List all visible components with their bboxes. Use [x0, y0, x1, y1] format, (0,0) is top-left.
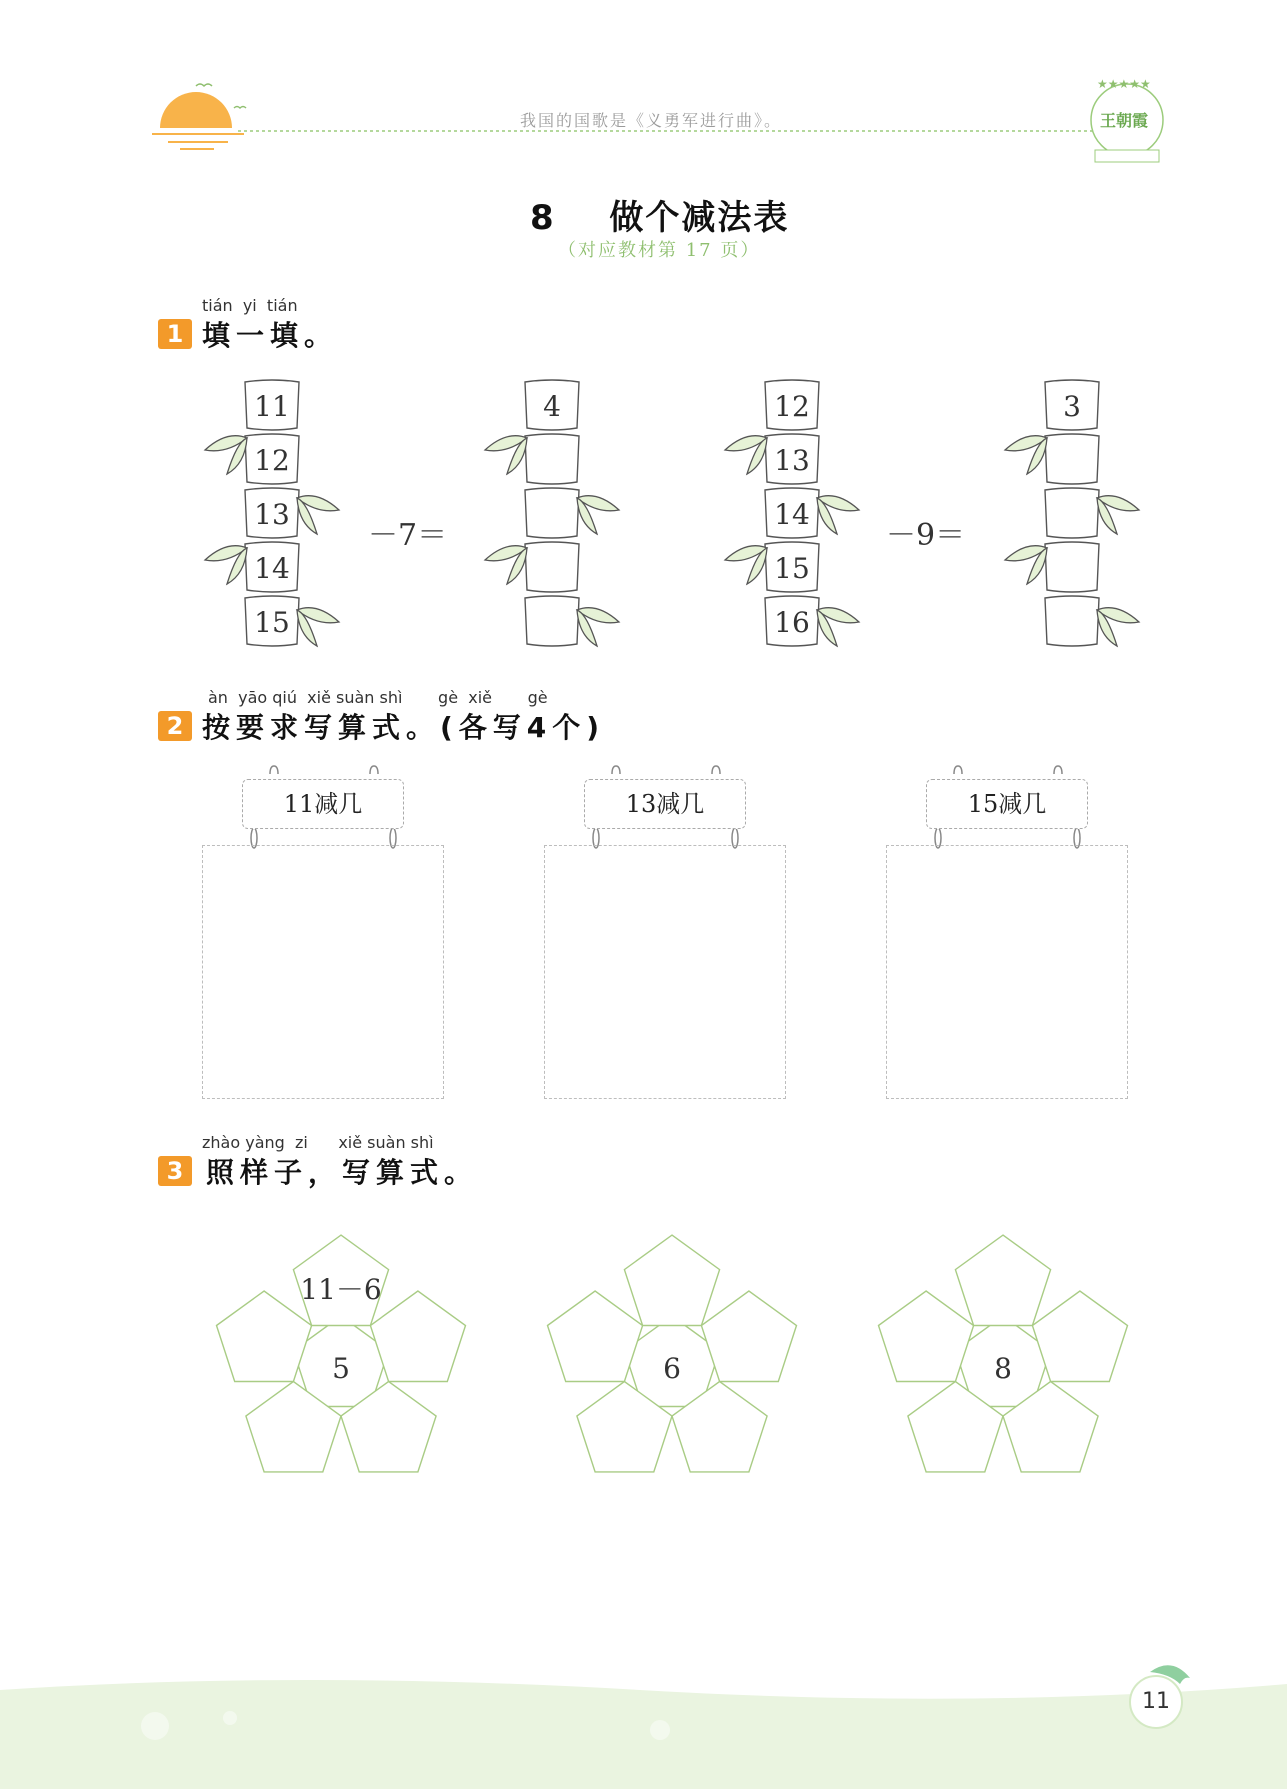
logo-text: 王朝霞 — [1100, 111, 1149, 130]
bamboo-number: 3 — [1063, 390, 1081, 423]
bamboo-leaf-icon — [205, 546, 247, 584]
petal-pentagon[interactable] — [370, 1291, 465, 1382]
bamboo-leaf-icon — [205, 436, 247, 474]
q2-number-badge: 2 — [158, 711, 192, 741]
bamboo-segment — [1045, 380, 1099, 430]
lesson-title — [530, 190, 789, 239]
petal-pentagon[interactable] — [624, 1235, 719, 1325]
operator-minus-7: －7＝ — [368, 518, 448, 553]
lesson-number: 8 — [530, 198, 556, 238]
pentagon-flower — [548, 1235, 797, 1472]
petal-pentagon[interactable] — [701, 1291, 796, 1382]
bamboo-leaf-icon — [577, 496, 619, 534]
svg-text:★★★★★: ★★★★★ — [1097, 77, 1151, 91]
bamboo-segment[interactable] — [1045, 596, 1099, 646]
bamboo-number: 14 — [774, 498, 810, 531]
q1-pinyin: tián yi tián — [202, 296, 298, 315]
q1-number-badge: 1 — [158, 319, 192, 349]
tag-11-minus: 11减几 — [242, 779, 404, 829]
bamboo-segment — [765, 542, 819, 592]
bamboo-leaf-icon — [817, 608, 859, 646]
bamboo-leaf-icon — [485, 546, 527, 584]
q2-instruction: 按要求写算式。(各写4个) — [202, 711, 606, 744]
bamboo-number: 13 — [254, 498, 290, 531]
bamboo-segment[interactable] — [1045, 434, 1099, 484]
operator-minus-9: －9＝ — [886, 518, 966, 553]
bamboo-number: 15 — [254, 606, 290, 639]
flower-center-number: 5 — [332, 1352, 350, 1385]
bamboo-segment — [245, 380, 299, 430]
bamboo-segment — [245, 434, 299, 484]
q3-instruction: 照样子，写算式。 — [206, 1156, 479, 1189]
petal-pentagon[interactable] — [955, 1235, 1050, 1325]
petal-pentagon[interactable] — [548, 1291, 643, 1382]
bamboo-segment — [245, 542, 299, 592]
tag-15-minus: 15减几 — [926, 779, 1088, 829]
bamboo-number: 16 — [774, 606, 810, 639]
bamboo-number: 12 — [254, 444, 290, 477]
bamboo-result-stalk — [1005, 380, 1139, 646]
petal-pentagon[interactable] — [217, 1291, 312, 1382]
answer-box-11[interactable] — [202, 845, 444, 1099]
pentagon-flower — [217, 1235, 466, 1472]
pentagon-flower — [879, 1235, 1128, 1472]
bamboo-leaf-icon — [297, 496, 339, 534]
sun-icon — [152, 84, 246, 149]
petal-pentagon[interactable] — [1032, 1291, 1127, 1382]
bamboo-segment — [245, 596, 299, 646]
bamboo-leaf-icon — [725, 436, 767, 474]
bamboo-segment — [245, 488, 299, 538]
bamboo-leaf-icon — [577, 608, 619, 646]
q1-instruction: 填一填。 — [202, 319, 339, 352]
bamboo-segment[interactable] — [525, 434, 579, 484]
flower-center-number: 8 — [994, 1352, 1012, 1385]
lesson-subtitle: （对应教材第 17 页） — [558, 240, 761, 261]
bamboo-number: 4 — [543, 390, 561, 423]
petal-example-text: 11－6 — [300, 1273, 382, 1307]
bamboo-segment — [765, 380, 819, 430]
bamboo-number: 11 — [254, 390, 290, 423]
bamboo-segment[interactable] — [1045, 488, 1099, 538]
answer-box-15[interactable] — [886, 845, 1128, 1099]
bamboo-segment[interactable] — [525, 488, 579, 538]
bamboo-number: 14 — [254, 552, 290, 585]
bamboo-minuend-stalk — [205, 380, 339, 646]
bamboo-leaf-icon — [1097, 608, 1139, 646]
bamboo-number: 12 — [774, 390, 810, 423]
bamboo-leaf-icon — [297, 608, 339, 646]
q3-number-badge: 3 — [158, 1156, 192, 1186]
bamboo-segment[interactable] — [525, 542, 579, 592]
header-fact: 我国的国歌是《义勇军进行曲》。 — [520, 111, 783, 130]
bamboo-leaf-icon — [817, 496, 859, 534]
answer-box-13[interactable] — [544, 845, 786, 1099]
bamboo-segment — [765, 488, 819, 538]
tag-13-minus: 13减几 — [584, 779, 746, 829]
bamboo-leaf-icon — [1005, 546, 1047, 584]
bamboo-leaf-icon — [1097, 496, 1139, 534]
bamboo-result-stalk — [485, 380, 619, 646]
bamboo-number: 15 — [774, 552, 810, 585]
petal-pentagon[interactable] — [879, 1291, 974, 1382]
flower-center-number: 6 — [663, 1352, 681, 1385]
bamboo-segment[interactable] — [1045, 542, 1099, 592]
bamboo-segment — [765, 434, 819, 484]
bamboo-number: 13 — [774, 444, 810, 477]
page-number: 11 — [1129, 1675, 1183, 1729]
bamboo-segment — [765, 596, 819, 646]
bamboo-exercise — [0, 360, 1287, 660]
q2-pinyin: àn yāo qiú xiě suàn shì gè xiě gè — [208, 688, 548, 707]
q3-pinyin: zhào yàng zi xiě suàn shì — [202, 1133, 434, 1152]
bamboo-segment[interactable] — [525, 596, 579, 646]
bamboo-leaf-icon — [1005, 436, 1047, 474]
bamboo-segment — [525, 380, 579, 430]
bamboo-minuend-stalk — [725, 380, 859, 646]
bamboo-leaf-icon — [725, 546, 767, 584]
bamboo-leaf-icon — [485, 436, 527, 474]
lesson-name: 做个减法表 — [609, 198, 790, 238]
pentagon-flowers — [0, 1200, 1287, 1500]
